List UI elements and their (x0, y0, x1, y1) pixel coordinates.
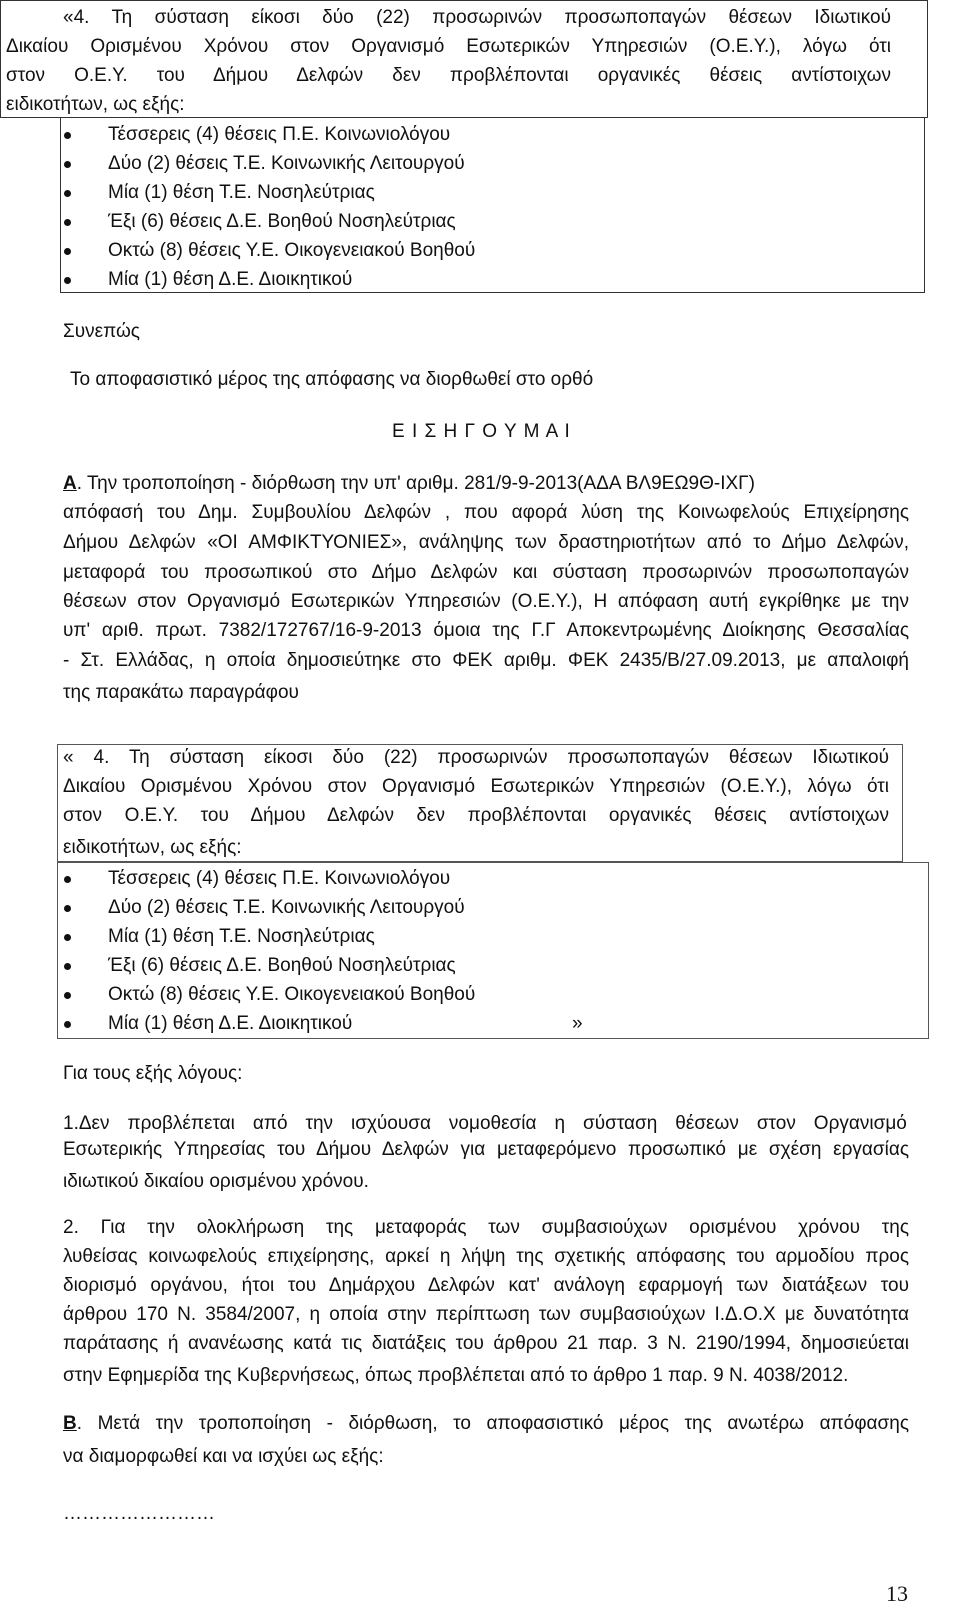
reason-2-line: λυθείσας κοινωφελούς επιχείρησης, αρκεί η λήψη της σχετικής απόφασης του αρμοδίου προς (63, 1246, 909, 1267)
top-quote-line-4: ειδικοτήτων, ως εξής: (6, 94, 185, 115)
bullet-icon (64, 219, 71, 226)
therefore-label: Συνεπώς (63, 321, 140, 342)
section-a-line: απόφασή του Δημ. Συμβουλίου Δελφών , που αφορά λύση της Κοινωφελούς Επιχείρησης (63, 502, 909, 523)
reason-2-line: 2. Για την ολοκλήρωση της μεταφοράς των συμβασιούχων ορισμένου χρόνου της (63, 1217, 909, 1238)
section-a-line: της παρακάτω παραγράφου (63, 682, 299, 703)
second-bullet-item: Έξι (6) θέσεις Δ.Ε. Βοηθού Νοσηλεύτριας (108, 955, 456, 976)
section-a-line: - Στ. Ελλάδας, η οποία δημοσιεύτηκε στο ΦΕΚ αριθμ. ΦΕΚ 2435/Β/27.09.2013, με απαλοιφή (63, 650, 909, 671)
bullet-icon (64, 248, 71, 255)
section-b-line-2: να διαμορφωθεί και να ισχύει ως εξής: (63, 1446, 384, 1467)
bullet-icon (64, 934, 71, 941)
top-bullet-item: Μία (1) θέση Δ.Ε. Διοικητικού (108, 269, 353, 290)
top-bullet-item: Μία (1) θέση Τ.Ε. Νοσηλεύτριας (108, 182, 375, 203)
ellipsis-line: …………………… (63, 1503, 215, 1524)
section-b-first-text: . Μετά την τροποποίηση - διόρθωση, το αποφασιστικό μέρος της ανωτέρω απόφασης (76, 1413, 909, 1434)
section-b-letter: Β (63, 1413, 77, 1434)
section-a-line: θέσεων στον Οργανισμό Εσωτερικών Υπηρεσιών (Ο.Ε.Υ.), Η απόφαση αυτή εγκρίθηκε με την (63, 591, 909, 612)
top-bullet-item: Έξι (6) θέσεις Δ.Ε. Βοηθού Νοσηλεύτριας (108, 211, 456, 232)
bullet-icon (64, 992, 71, 999)
bullet-icon (64, 963, 71, 970)
section-a-line-1 (63, 470, 755, 498)
reason-2-line: παράτασης ή ανανέωσης κατά τις διατάξεις του άρθρου 21 παρ. 3 Ν. 2190/1994, δημοσιεύεται (63, 1333, 909, 1354)
proposal-heading: Ε Ι Σ Η Γ Ο Υ Μ Α Ι (392, 421, 571, 442)
second-bullet-item: Μία (1) θέση Δ.Ε. Διοικητικού (108, 1013, 353, 1034)
closing-quote-mark: » (572, 1013, 583, 1034)
top-quote-line-2: Δικαίου Ορισμένου Χρόνου στον Οργανισμό Εσωτερικών Υπηρεσιών (Ο.Ε.Υ.), λόγω ότι (6, 36, 891, 57)
reasons-heading: Για τους εξής λόγους: (63, 1063, 243, 1084)
reason-2-line: στην Εφημερίδα της Κυβερνήσεως, όπως προβλέπεται από το άρθρο 1 παρ. 9 Ν. 4038/2012. (63, 1365, 849, 1386)
top-bullet-item: Δύο (2) θέσεις Τ.Ε. Κοινωνικής Λειτουργού (108, 153, 465, 174)
reason-1-line-1 (63, 1110, 909, 1138)
top-quote-line-3: στον Ο.Ε.Υ. του Δήμου Δελφών δεν προβλέπονται οργανικές θέσεις αντίστοιχων (6, 65, 891, 86)
top-quote-line-1: «4. Τη σύσταση είκοσι δύο (22) προσωρινών προσωποπαγών θέσεων Ιδιωτικού (63, 7, 891, 28)
section-a-letter: Α (63, 473, 77, 494)
second-quote-line-2: Δικαίου Ορισμένου Χρόνου στον Οργανισμό Εσωτερικών Υπηρεσιών (Ο.Ε.Υ.), λόγω ότι (63, 776, 889, 797)
bullet-icon (64, 876, 71, 883)
page-number: 13 (886, 1581, 908, 1606)
bullet-icon (64, 190, 71, 197)
bullet-icon (64, 277, 71, 284)
second-bullet-item: Τέσσερεις (4) θέσεις Π.Ε. Κοινωνιολόγου (108, 868, 451, 889)
reason-1-number: 1. (63, 1113, 79, 1134)
correction-intro: Το αποφασιστικό μέρος της απόφασης να διορθωθεί στο ορθό (70, 369, 594, 390)
second-bullet-item: Μία (1) θέση Τ.Ε. Νοσηλεύτριας (108, 926, 375, 947)
second-bullet-item: Οκτώ (8) θέσεις Υ.Ε. Οικογενειακού Βοηθού (108, 984, 476, 1005)
second-quote-line-1: « 4. Τη σύσταση είκοσι δύο (22) προσωρινών προσωποπαγών θέσεων Ιδιωτικού (63, 747, 889, 768)
section-a-first-text: . Την τροποποίηση - διόρθωση την υπ' αριθμ. 281/9-9-2013(ΑΔΑ ΒΛ9ΕΩ9Θ-ΙΧΓ) (76, 473, 755, 494)
reason-2-line: άρθρου 170 Ν. 3584/2007, η οποία στην περίπτωση των συμβασιούχων Ι.Δ.Ο.Χ με δυνατότητα (63, 1304, 909, 1325)
reason-1-first-text: Δεν προβλέπεται από την ισχύουσα νομοθεσία η σύσταση θέσεων στον Οργανισμό (78, 1113, 907, 1134)
second-bullet-item: Δύο (2) θέσεις Τ.Ε. Κοινωνικής Λειτουργού (108, 897, 465, 918)
bullet-icon (64, 132, 71, 139)
reason-1-line: Εσωτερικής Υπηρεσίας του Δήμου Δελφών για μεταφερόμενο προσωπικό με σχέση εργασίας (63, 1139, 909, 1160)
reason-2-line: διορισμό οργάνου, ήτοι του Δημάρχου Δελφών κατ' ανάλογη εφαρμογή των διατάξεων του (63, 1275, 909, 1296)
bullet-icon (64, 1021, 71, 1028)
bullet-icon (64, 905, 71, 912)
reason-1-line: ιδιωτικού δικαίου ορισμένου χρόνου. (63, 1171, 369, 1192)
section-a-line: μεταφορά του προσωπικού στο Δήμο Δελφών και σύσταση προσωρινών προσωποπαγών (63, 562, 909, 583)
section-a-line: υπ' αριθ. πρωτ. 7382/172767/16-9-2013 όμοια της Γ.Γ Αποκεντρωμένης Διοίκησης Θεσσαλίας (63, 620, 909, 641)
section-b-line-1 (63, 1413, 909, 1435)
second-quote-line-3: στον Ο.Ε.Υ. του Δήμου Δελφών δεν προβλέπονται οργανικές θέσεις αντίστοιχων (63, 805, 889, 826)
section-a-line: Δήμου Δελφών «ΟΙ ΑΜΦΙΚΤΥΟΝΙΕΣ», ανάληψης των δραστηριοτήτων από το Δήμο Δελφών, (63, 532, 909, 553)
top-bullet-item: Τέσσερεις (4) θέσεις Π.Ε. Κοινωνιολόγου (108, 124, 451, 145)
second-quote-line-4: ειδικοτήτων, ως εξής: (63, 837, 242, 858)
top-bullet-item: Οκτώ (8) θέσεις Υ.Ε. Οικογενειακού Βοηθού (108, 240, 476, 261)
bullet-icon (64, 161, 71, 168)
